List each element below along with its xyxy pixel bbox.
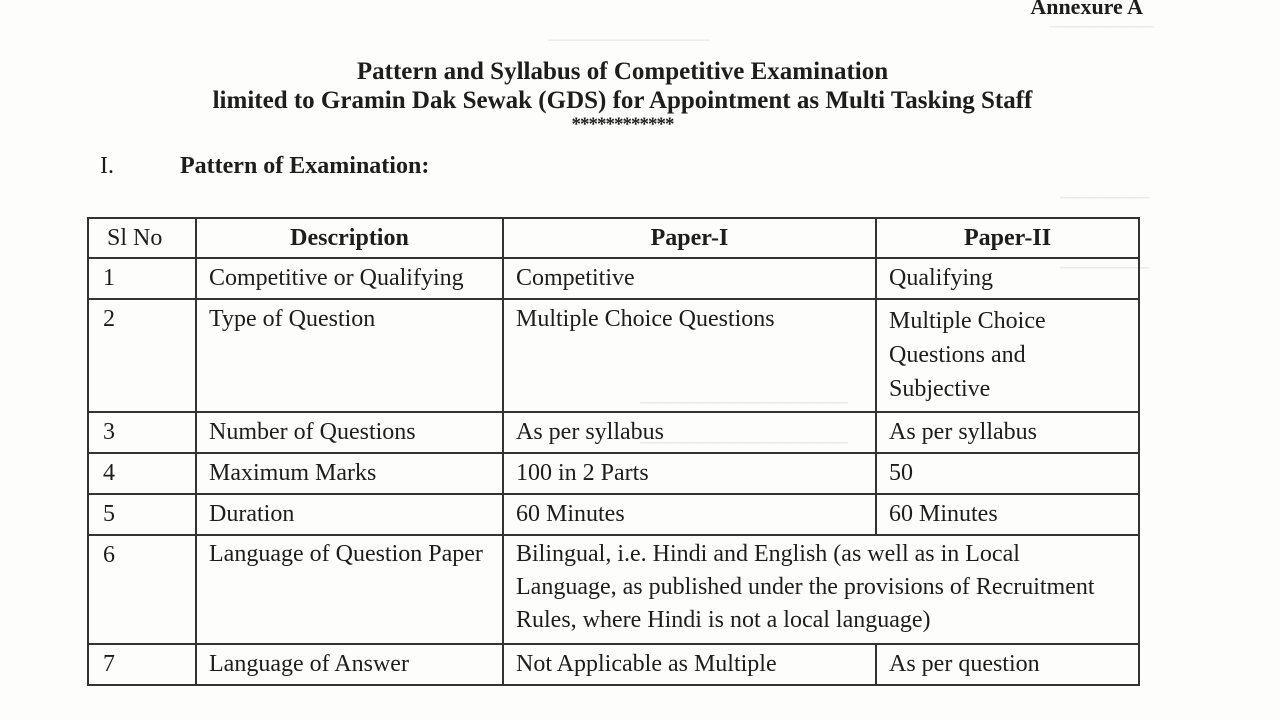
table-row bbox=[88, 453, 1139, 494]
row-paper-1: Multiple Choice Questions bbox=[503, 299, 876, 412]
document-title-line-2: limited to Gramin Dak Sewak (GDS) for Appointment as Multi Tasking Staff bbox=[212, 87, 1033, 114]
bleed-through-text: ──────────── bbox=[548, 30, 710, 51]
column-header-paper-2: Paper-II bbox=[876, 218, 1139, 258]
title-separator: ************ bbox=[571, 114, 674, 135]
column-header-paper-1: Paper-I bbox=[503, 218, 876, 258]
table-row bbox=[88, 644, 1139, 685]
bleed-through-text: ────── bbox=[1060, 185, 1150, 209]
column-header-description: Description bbox=[196, 218, 503, 258]
row-description: Language of Answer bbox=[196, 644, 503, 685]
row-paper-2: As per question bbox=[876, 644, 1139, 685]
row-description: Competitive or Qualifying bbox=[196, 258, 503, 299]
row-paper-1: As per syllabus bbox=[503, 412, 876, 453]
row-paper-2: Multiple Choice Questions and Subjective bbox=[876, 299, 1139, 412]
row-paper-1: Not Applicable as Multiple bbox=[503, 644, 876, 685]
bleed-through-text: ────────────── bbox=[640, 390, 849, 414]
row-paper-2: Qualifying bbox=[876, 258, 1139, 299]
row-sl-no: 3 bbox=[88, 412, 196, 453]
row-description: Duration bbox=[196, 494, 503, 535]
section-number: I. bbox=[100, 153, 114, 179]
row-description: Type of Question bbox=[196, 299, 503, 412]
table-row bbox=[88, 299, 1139, 412]
row-sl-no: 5 bbox=[88, 494, 196, 535]
annexure-label: Annexure A bbox=[1030, 0, 1143, 19]
row-description: Maximum Marks bbox=[196, 453, 503, 494]
row-sl-no: 2 bbox=[88, 299, 196, 412]
table-row bbox=[88, 412, 1139, 453]
row-paper-1: Competitive bbox=[503, 258, 876, 299]
table-row bbox=[88, 494, 1139, 535]
row-sl-no: 1 bbox=[88, 258, 196, 299]
column-header-sl-no: Sl No bbox=[88, 218, 196, 258]
section-heading: Pattern of Examination: bbox=[180, 153, 430, 179]
row-sl-no: 7 bbox=[88, 644, 196, 685]
row-sl-no: 4 bbox=[88, 453, 196, 494]
row-paper-2: As per syllabus bbox=[876, 412, 1139, 453]
row-paper-2: 50 bbox=[876, 453, 1139, 494]
bleed-through-text: ────── bbox=[1060, 255, 1150, 279]
row-description: Language of Question Paper bbox=[196, 535, 503, 644]
document-title-line-1: Pattern and Syllabus of Competitive Examination bbox=[356, 58, 889, 85]
table-header-row bbox=[88, 218, 1139, 258]
row-paper-2: 60 Minutes bbox=[876, 494, 1139, 535]
table-row bbox=[88, 258, 1139, 299]
row-description: Number of Questions bbox=[196, 412, 503, 453]
bleed-through-text: ────────────── bbox=[640, 430, 849, 454]
table-row bbox=[88, 535, 1139, 644]
row-paper-both: Bilingual, i.e. Hindi and English (as well as in Local Language, as published under the provisions of Recruitment Rules, where Hindi is not a local language) bbox=[503, 535, 1139, 644]
row-paper-1: 100 in 2 Parts bbox=[503, 453, 876, 494]
bleed-through-text: ─────── bbox=[1050, 14, 1155, 38]
row-sl-no: 6 bbox=[88, 535, 196, 644]
row-paper-1: 60 Minutes bbox=[503, 494, 876, 535]
pattern-table bbox=[87, 217, 1140, 686]
